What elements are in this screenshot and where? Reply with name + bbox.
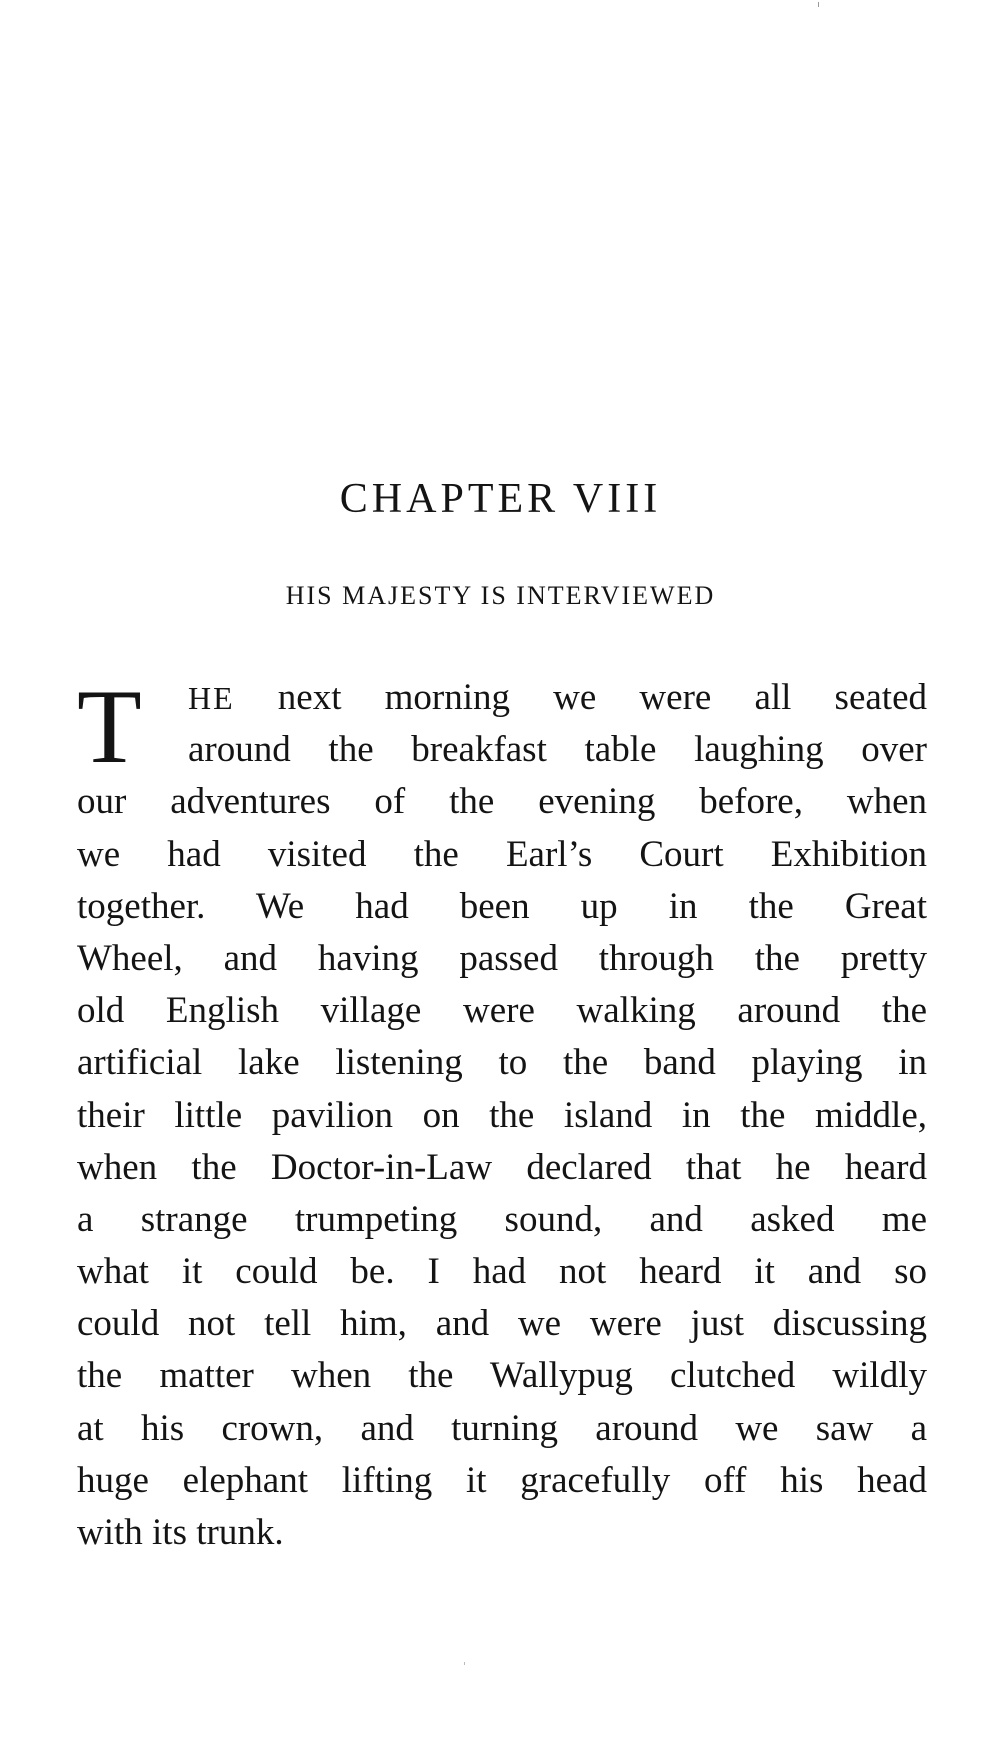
scan-speck-bottom xyxy=(464,1662,465,1665)
body-paragraph xyxy=(77,668,928,1559)
first-word-rest: HE xyxy=(188,680,235,716)
text-line: old English village were walking around the xyxy=(77,990,927,1032)
drop-cap: T xyxy=(77,668,142,785)
text-line: could not tell him, and we were just discussing xyxy=(77,1303,927,1345)
text-line: our adventures of the evening before, when xyxy=(77,781,927,823)
text-line xyxy=(188,672,927,724)
text-line: at his crown, and turning around we saw a xyxy=(77,1407,927,1449)
chapter-heading: CHAPTER VIII xyxy=(339,476,662,522)
text-line: their little pavilion on the island in the middle, xyxy=(77,1094,927,1136)
text-line: a strange trumpeting sound, and asked me xyxy=(77,1198,927,1240)
text-line: huge elephant lifting it gracefully off his head xyxy=(77,1459,927,1501)
scan-speck-top xyxy=(818,2,819,7)
text-line: together. We had been up in the Great xyxy=(77,885,927,927)
text-line-content: next morning we were all seated xyxy=(277,677,928,718)
text-line: we had visited the Earl’s Court Exhibition xyxy=(77,833,927,875)
text-line: artificial lake listening to the band playing in xyxy=(77,1042,927,1084)
text-line: with its trunk. xyxy=(77,1512,284,1553)
text-line: the matter when the Wallypug clutched wildly xyxy=(77,1355,927,1397)
chapter-title: HIS MAJESTY IS INTERVIEWED xyxy=(285,581,716,610)
text-line: around the breakfast table laughing over xyxy=(188,729,927,771)
text-line: what it could be. I had not heard it and so xyxy=(77,1251,927,1293)
text-line: Wheel, and having passed through the pretty xyxy=(77,937,927,979)
text-line: when the Doctor-in-Law declared that he heard xyxy=(77,1146,927,1188)
